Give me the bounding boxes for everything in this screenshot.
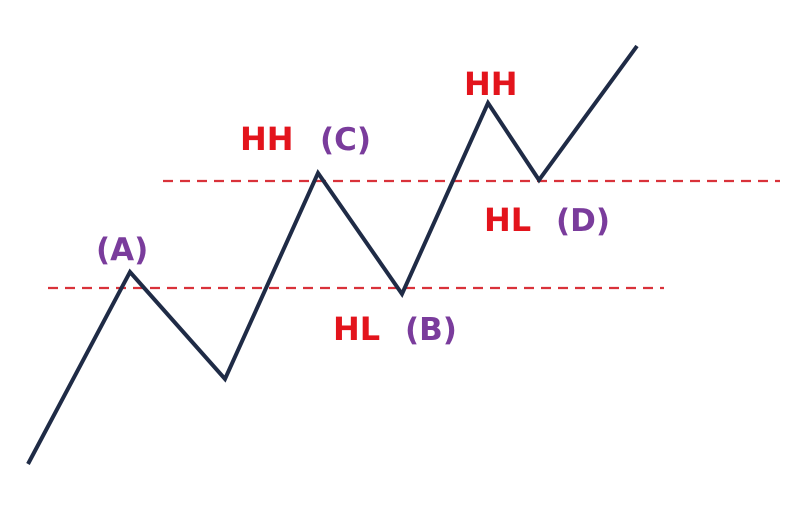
higher-high-label-top: HH xyxy=(464,65,518,103)
higher-low-label-b: HL xyxy=(333,310,381,348)
point-b-label: (B) xyxy=(405,312,457,348)
higher-low-label-d: HL xyxy=(484,201,532,239)
point-d-label: (D) xyxy=(556,203,611,239)
point-c-label: (C) xyxy=(320,122,372,158)
point-a-label: (A) xyxy=(96,232,149,268)
higher-high-label-c: HH xyxy=(240,120,294,158)
